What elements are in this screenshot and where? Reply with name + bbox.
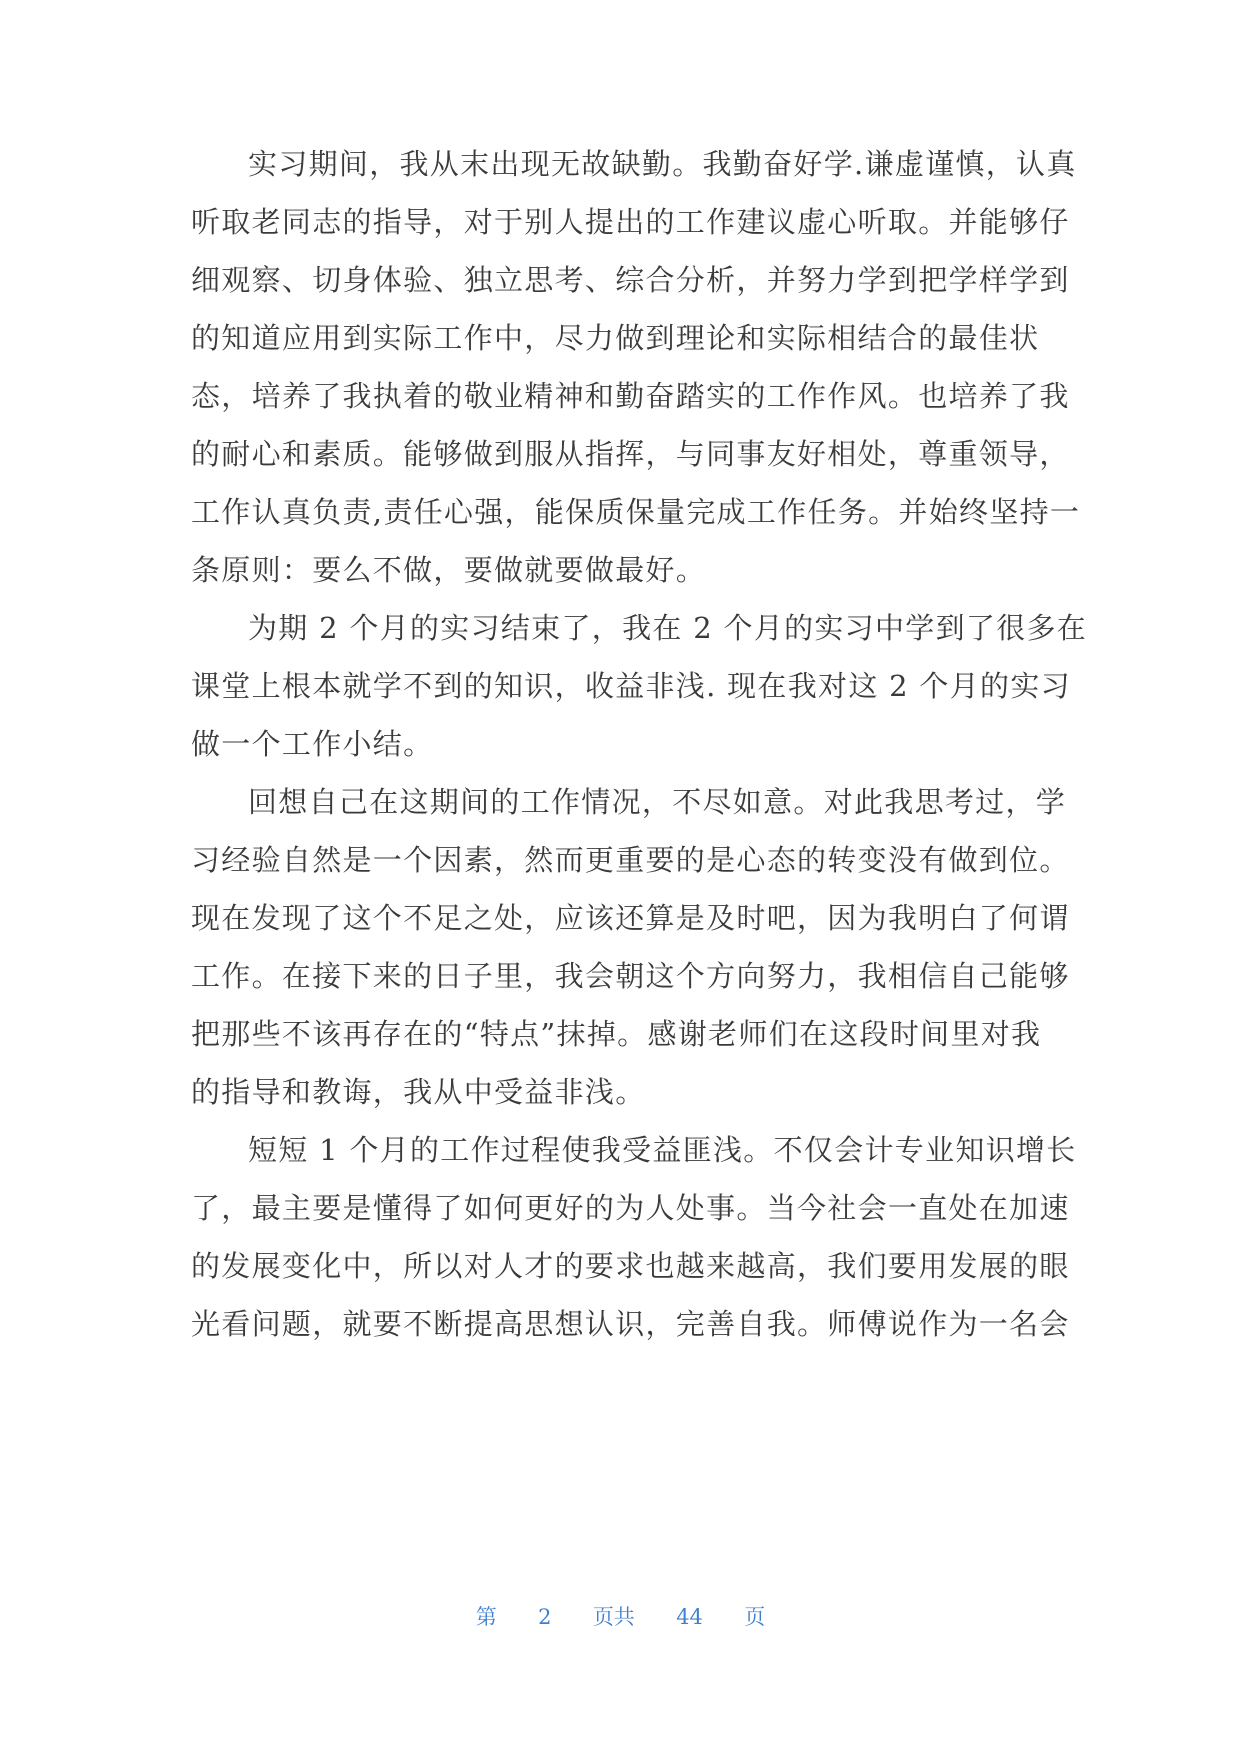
paragraph-1-line-1: 实习期间，我从末出现无故缺勤。我勤奋好学.谦虚谨慎，认真 <box>248 147 1077 181</box>
paragraph-4-line-1: 短短 1 个月的工作过程使我受益匪浅。不仅会计专业知识增长 <box>248 1133 1077 1167</box>
paragraph-3-line-5: 把那些不该再存在的“特点”抹掉。感谢老师们在这段时间里对我 <box>191 1017 1042 1051</box>
paragraph-1-line-3: 细观察、切身体验、独立思考、综合分析，并努力学到把学样学到 <box>191 263 1070 297</box>
paragraph-2-line-2: 课堂上根本就学不到的知识，收益非浅. 现在我对这 2 个月的实习 <box>191 669 1071 703</box>
paragraph-3-line-4: 工作。在接下来的日子里，我会朝这个方向努力，我相信自己能够 <box>191 959 1070 993</box>
footer-suffix: 页 <box>744 1605 766 1629</box>
paragraph-1-line-2: 听取老同志的指导，对于别人提出的工作建议虚心听取。并能够仔 <box>191 205 1070 239</box>
current-page-number: 2 <box>538 1605 552 1629</box>
footer-middle: 页共 <box>592 1605 635 1629</box>
paragraph-4-line-2: 了，最主要是懂得了如何更好的为人处事。当今社会一直处在加速 <box>191 1191 1070 1225</box>
paragraph-4-line-4: 光看问题，就要不断提高思想认识，完善自我。师傅说作为一名会 <box>191 1307 1070 1341</box>
paragraph-3-line-2: 习经验自然是一个因素，然而更重要的是心态的转变没有做到位。 <box>191 843 1070 877</box>
paragraph-3-line-3: 现在发现了这个不足之处，应该还算是及时吧，因为我明白了何谓 <box>191 901 1070 935</box>
paragraph-4-line-3: 的发展变化中，所以对人才的要求也越来越高，我们要用发展的眼 <box>191 1249 1070 1283</box>
paragraph-2-line-3: 做一个工作小结。 <box>191 727 434 761</box>
page-footer <box>0 1601 1241 1631</box>
paragraph-3-line-6: 的指导和教诲，我从中受益非浅。 <box>191 1075 646 1109</box>
paragraph-1-line-5: 态，培养了我执着的敬业精神和勤奋踏实的工作作风。也培养了我 <box>191 379 1070 413</box>
paragraph-1-line-4: 的知道应用到实际工作中，尽力做到理论和实际相结合的最佳状 <box>191 321 1040 355</box>
paragraph-2-line-1: 为期 2 个月的实习结束了，我在 2 个月的实习中学到了很多在 <box>248 611 1088 645</box>
footer-prefix: 第 <box>475 1605 497 1629</box>
total-pages-number: 44 <box>676 1605 703 1629</box>
paragraph-3-line-1: 回想自己在这期间的工作情况，不尽如意。对此我思考过，学 <box>248 785 1067 819</box>
paragraph-1-line-7: 工作认真负责,责任心强，能保质保量完成工作任务。并始终坚持一 <box>191 495 1081 529</box>
paragraph-1-line-6: 的耐心和素质。能够做到服从指挥，与同事友好相处，尊重领导， <box>191 437 1070 471</box>
paragraph-1-line-8: 条原则：要么不做，要做就要做最好。 <box>191 553 707 587</box>
